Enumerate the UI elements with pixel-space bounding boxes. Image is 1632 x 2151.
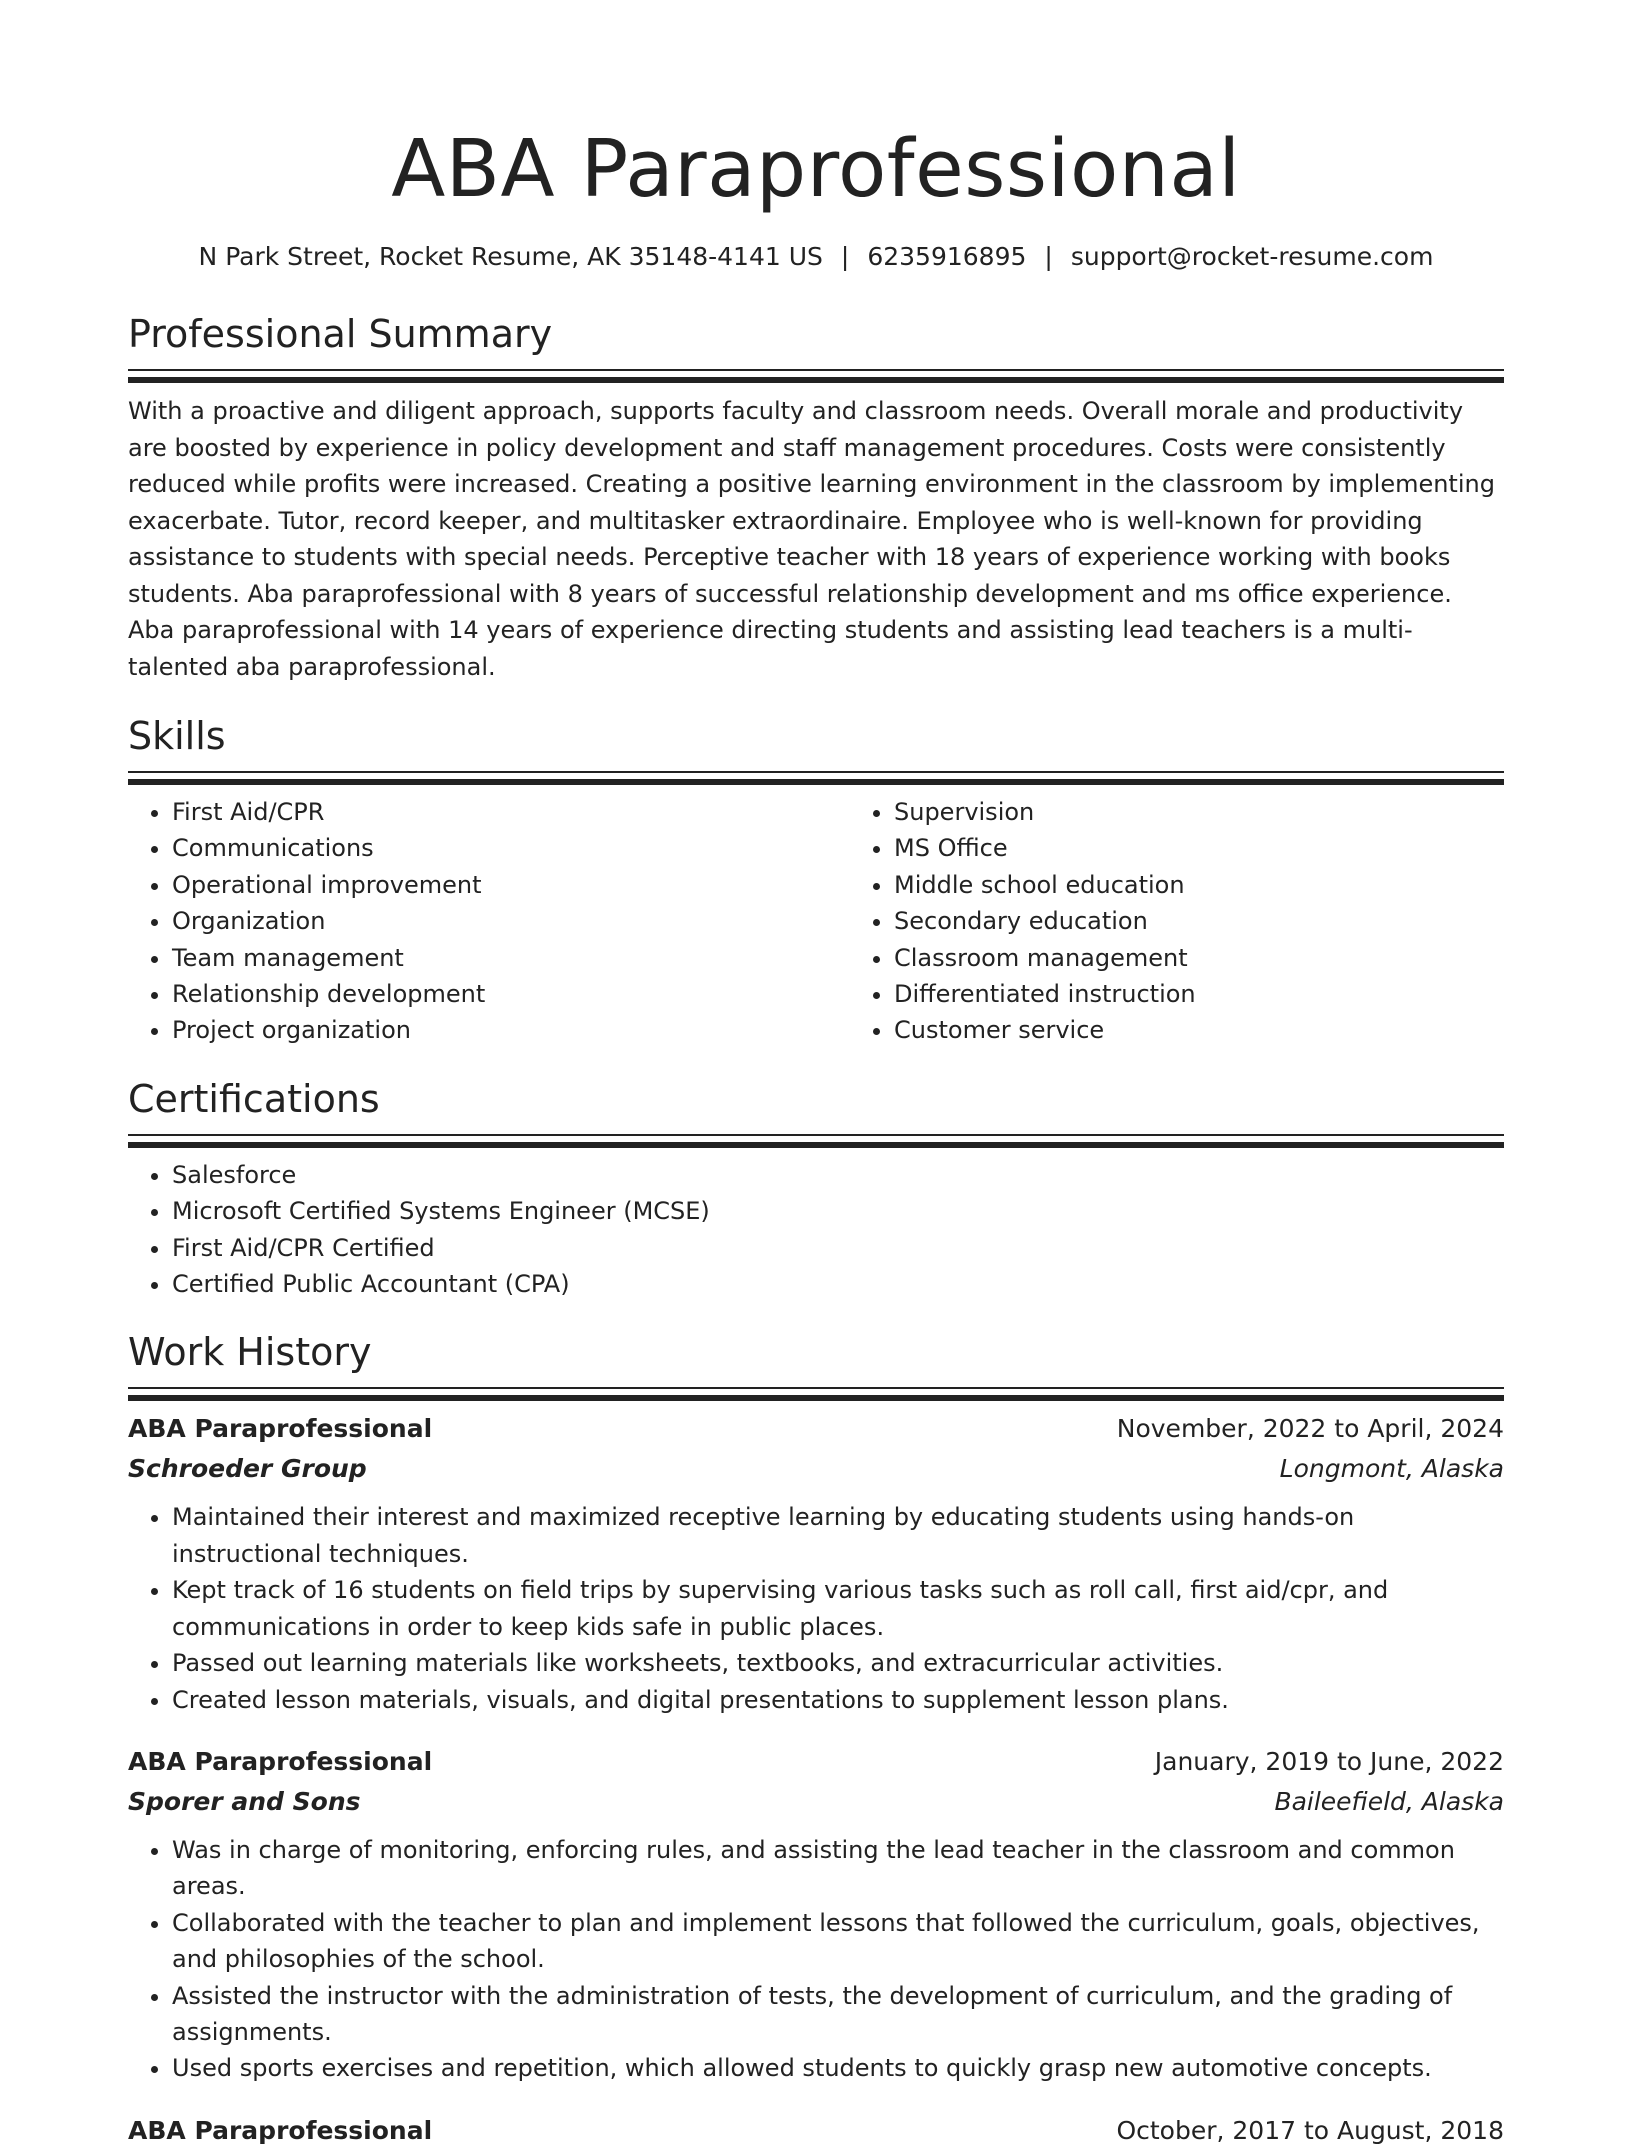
job-location: Baileefield, Alaska: [1274, 1786, 1504, 1816]
contact-email: support@rocket-resume.com: [1070, 242, 1434, 271]
job-dates: November, 2022 to April, 2024: [1116, 1414, 1504, 1444]
job-company: Sporer and Sons: [128, 1786, 361, 1816]
skill-item: • Differentiated instruction: [894, 976, 1572, 1012]
job-duty: • Used sports exercises and repetition, which allowed students to quickly grasp new automotive concepts.: [172, 2050, 1504, 2086]
contact-phone: 6235916895: [867, 242, 1027, 271]
job-duty: • Collaborated with the teacher to plan and implement lessons that followed the curriculum, goals, objectives, and philosophies of the school.: [172, 1905, 1504, 1978]
job-duty: • Was in charge of monitoring, enforcing rules, and assisting the lead teacher in the classroom and common areas.: [172, 1832, 1504, 1905]
job-company: Schroeder Group: [128, 1454, 367, 1484]
job-dates: October, 2017 to August, 2018: [1116, 2115, 1504, 2145]
job-duties: [128, 1499, 1504, 1717]
job-header: [128, 1409, 1504, 1449]
certification-item: • First Aid/CPR Certified: [172, 1230, 1504, 1266]
summary-section: [128, 310, 1504, 685]
contact-info: [128, 240, 1504, 274]
section-heading-skills: Skills: [128, 714, 226, 758]
skill-item: • Customer service: [894, 1012, 1572, 1048]
skill-item: • Organization: [172, 903, 850, 939]
job-header: [128, 1742, 1504, 1782]
job-duty: • Created lesson materials, visuals, and digital presentations to supplement lesson plans.: [172, 1682, 1504, 1718]
job-duty: • Passed out learning materials like worksheets, textbooks, and extracurricular activities.: [172, 1645, 1504, 1681]
job-duty: • Maintained their interest and maximized receptive learning by educating students using hands-on instructional techniques.: [172, 1499, 1504, 1572]
certifications-list: [128, 1157, 1504, 1303]
section-heading-work-history: Work History: [128, 1330, 372, 1375]
skills-columns: [128, 794, 1504, 1049]
certifications-section: [128, 1075, 1504, 1303]
certification-item: • Microsoft Certified Systems Engineer (MCSE): [172, 1193, 1504, 1229]
section-divider: [128, 369, 1504, 371]
summary-text: With a proactive and diligent approach, supports faculty and classroom needs. Overall morale and productivity are boosted by experience in policy development and staff management procedures. Costs were consistently reduced while profits were increased. Creating a positive learning environment in the classroom by implementing exacerbate. Tutor, record keeper, and multitasker extraordinaire. Employee who is well-known for providing assistance to students with special needs. Perceptive teacher with 18 years of experience working with books students. Aba paraprofessional with 8 years of successful relationship development and ms office experience. Aba paraprofessional with 14 years of experience directing students and assisting lead teachers is a multi-talented aba paraprofessional.: [128, 397, 1495, 681]
skills-list-right: [850, 794, 1572, 1049]
job-duty: • Assisted the instructor with the administration of tests, the development of curriculum, and the grading of assignments.: [172, 1978, 1504, 2051]
work-history-section: [128, 1328, 1504, 2150]
job-subheader: [128, 1449, 1504, 1489]
skills-list-left: [128, 794, 850, 1049]
job-entry: [128, 1409, 1504, 1717]
job-duties: [128, 1832, 1504, 2087]
job-title: ABA Paraprofessional: [128, 1746, 433, 1776]
job-subheader: [128, 1782, 1504, 1822]
skill-item: • Classroom management: [894, 940, 1572, 976]
skill-item: • Team management: [172, 940, 850, 976]
contact-separator: |: [840, 242, 850, 271]
section-heading-certifications: Certifications: [128, 1076, 380, 1121]
skill-item: • Communications: [172, 830, 850, 866]
skill-item: • Operational improvement: [172, 867, 850, 903]
contact-address: N Park Street, Rocket Resume, AK 35148-4141 US: [198, 242, 823, 271]
certification-item: • Certified Public Accountant (CPA): [172, 1266, 1504, 1302]
job-title: ABA Paraprofessional: [128, 2115, 433, 2145]
skill-item: • Project organization: [172, 1012, 850, 1048]
resume-page: [128, 0, 1504, 2151]
contact-separator: |: [1044, 242, 1053, 271]
skill-item: • Supervision: [894, 794, 1572, 830]
section-heading-summary: Professional Summary: [128, 312, 553, 356]
job-location: Longmont, Alaska: [1279, 1454, 1504, 1484]
section-divider: [128, 771, 1504, 773]
skill-item: • First Aid/CPR: [172, 794, 850, 830]
section-divider: [128, 1387, 1504, 1389]
skill-item: • Secondary education: [894, 903, 1572, 939]
job-header: [128, 2111, 1504, 2151]
job-dates: January, 2019 to June, 2022: [1154, 1746, 1504, 1776]
job-title: ABA Paraprofessional: [128, 1414, 433, 1444]
skill-item: • Middle school education: [894, 867, 1572, 903]
skill-item: • Relationship development: [172, 976, 850, 1012]
skill-item: • MS Office: [894, 830, 1572, 866]
resume-name: ABA Paraprofessional: [391, 123, 1241, 215]
section-divider: [128, 1134, 1504, 1136]
job-duty: • Kept track of 16 students on field trips by supervising various tasks such as roll call, first aid/cpr, and communications in order to keep kids safe in public places.: [172, 1572, 1504, 1645]
job-entry: [128, 2111, 1504, 2151]
skills-section: [128, 712, 1504, 1049]
job-entry: [128, 1742, 1504, 2087]
certification-item: • Salesforce: [172, 1157, 1504, 1193]
